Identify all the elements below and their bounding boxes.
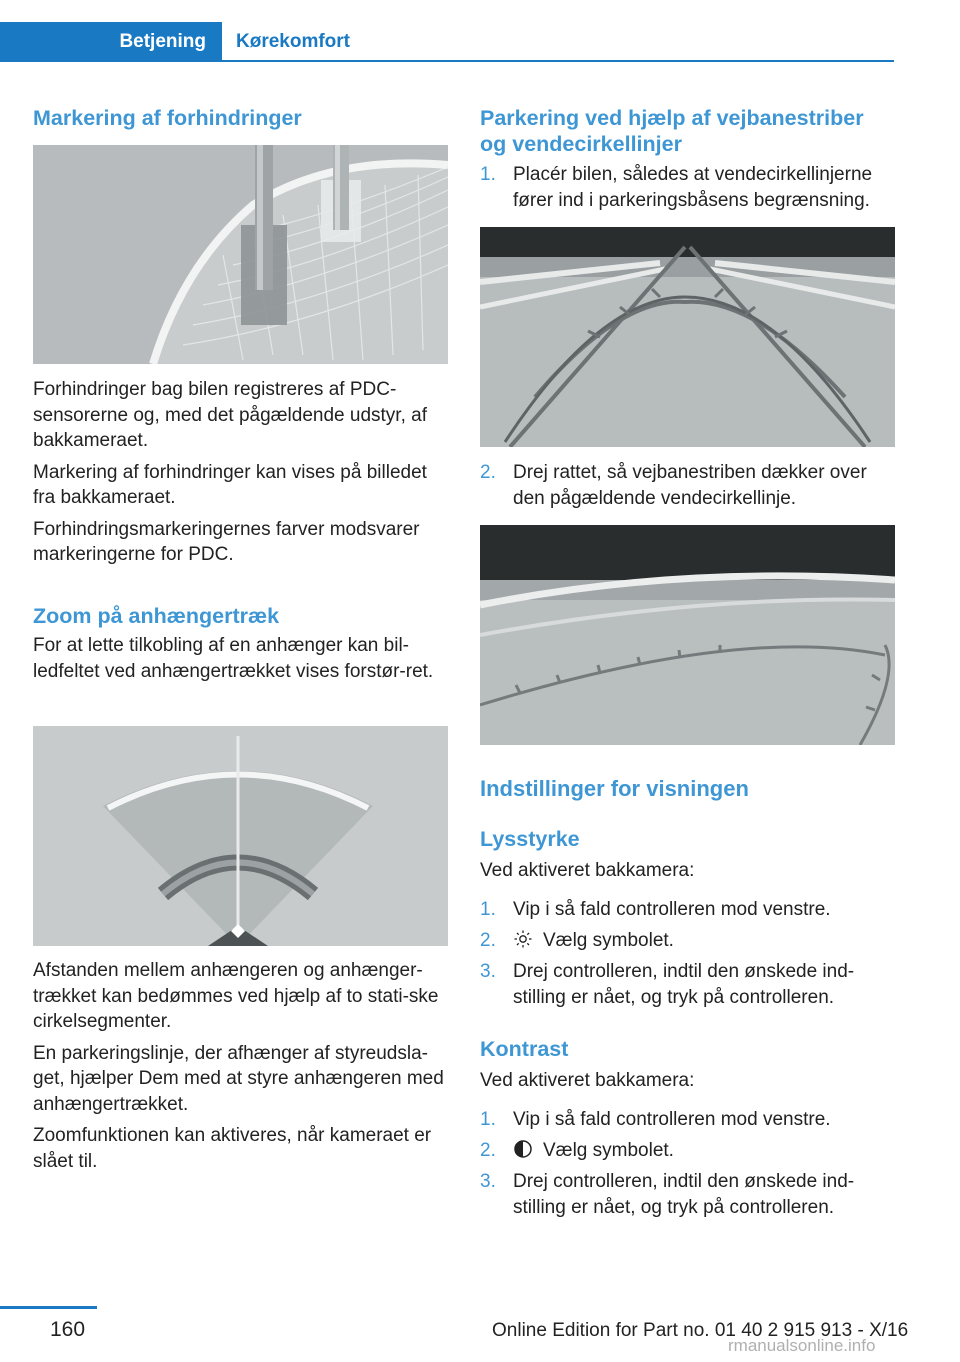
step-number: 1.: [480, 899, 496, 920]
heading-contrast: Kontrast: [480, 1037, 569, 1061]
step-text: Vælg symbolet.: [543, 1140, 674, 1161]
heading-obstacle-marking: Markering af forhindringer: [33, 106, 302, 130]
step-number: 3.: [480, 1171, 496, 1192]
step-number: 2.: [480, 1140, 496, 1161]
image-obstacle-poles: [33, 145, 448, 364]
step-text: Vælg symbolet.: [543, 930, 674, 951]
list-item-step1: [480, 162, 898, 213]
image-parking-step1: [480, 227, 895, 447]
list-item-step2: [480, 460, 898, 511]
step-text: Drej controlleren, indtil den ønskede ind-stilling er nået, og tryk på controlleren.: [513, 1171, 855, 1218]
step-text: Vip i så fald controlleren mod venstre.: [513, 899, 831, 920]
list-item-contrast-2: [480, 1138, 898, 1164]
list-item-brightness-3: [480, 959, 898, 1010]
step-number: 1.: [480, 164, 496, 185]
heading-brightness: Lysstyrke: [480, 827, 580, 851]
step-text: Drej rattet, så vejbanestriben dækker over den pågældende vendecirkellinje.: [513, 462, 867, 509]
left-text-block-2: [33, 958, 453, 1174]
tab-betjening[interactable]: Betjening: [0, 22, 222, 62]
step-text: Vip i så fald controlleren mod venstre.: [513, 1109, 831, 1130]
step-text: Placér bilen, således at vendecirkellinjerne fører ind i parkeringsbåsens begrænsning.: [513, 164, 873, 211]
footer-rule: [0, 1306, 97, 1309]
watermark: rmanualsonline.info: [728, 1336, 876, 1355]
paragraph-distance: Afstanden mellem anhængeren og anhænger-trækket kan bedømmes ved hjælp af to stati-ske cirkelsegmenter.: [33, 960, 439, 1032]
list-item-brightness-2: [480, 928, 898, 954]
tab-korekomfort[interactable]: Kørekomfort: [236, 31, 351, 52]
list-item-brightness-1: [480, 897, 898, 923]
heading-parking-lines: Parkering ved hjælp af vejbanestriber og vendecirkellinjer: [480, 106, 864, 156]
paragraph-obstacle-colors: Forhindringsmarkeringernes farver modsvarer markeringerne for PDC.: [33, 518, 420, 565]
heading-display-settings: Indstillinger for visningen: [480, 776, 749, 801]
paragraph-hitch-zoom: For at lette tilkobling af en anhænger kan bil-ledfeltet ved anhængertrækket vises forstør-ret.: [33, 635, 434, 682]
image-parking-step2: [480, 525, 895, 745]
sun-icon: [513, 929, 533, 949]
step-text: Drej controlleren, indtil den ønskede ind-stilling er nået, og tryk på controlleren.: [513, 961, 855, 1008]
page-number: 160: [50, 1318, 86, 1341]
step-number: 2.: [480, 930, 496, 951]
contrast-icon: [513, 1139, 533, 1159]
list-item-contrast-3: [480, 1169, 898, 1220]
step-text-with-icon: [513, 1138, 898, 1164]
heading-hitch-zoom: Zoom på anhængertræk: [33, 604, 280, 628]
left-text-block-1: [33, 377, 453, 568]
paragraph-obstacle-sensors: Forhindringer bag bilen registreres af PDC-sensorerne og, med det pågældende udstyr, af bakkameraet.: [33, 379, 427, 451]
contrast-intro: Ved aktiveret bakkamera:: [480, 1070, 695, 1091]
paragraph-parking-line: En parkeringslinje, der afhænger af styreudsla-get, hjælper Dem med at styre anhængeren med anhængertrækket.: [33, 1042, 444, 1115]
header-rule: [222, 60, 894, 62]
step-number: 1.: [480, 1109, 496, 1130]
header-bar: [0, 0, 960, 62]
step-number: 3.: [480, 961, 496, 982]
brightness-intro: Ved aktiveret bakkamera:: [480, 860, 695, 881]
paragraph-zoom-activate: Zoomfunktionen kan aktiveres, når kameraet er slået til.: [33, 1125, 432, 1172]
step-text-with-icon: [513, 928, 898, 954]
paragraph-obstacle-display: Markering af forhindringer kan vises på billedet fra bakkameraet.: [33, 461, 427, 508]
list-item-contrast-1: [480, 1107, 898, 1133]
step-number: 2.: [480, 462, 496, 483]
footer-edition: Online Edition for Part no. 01 40 2 915 913 - X/16: [492, 1320, 909, 1341]
image-hitch-zoom: [33, 726, 448, 946]
